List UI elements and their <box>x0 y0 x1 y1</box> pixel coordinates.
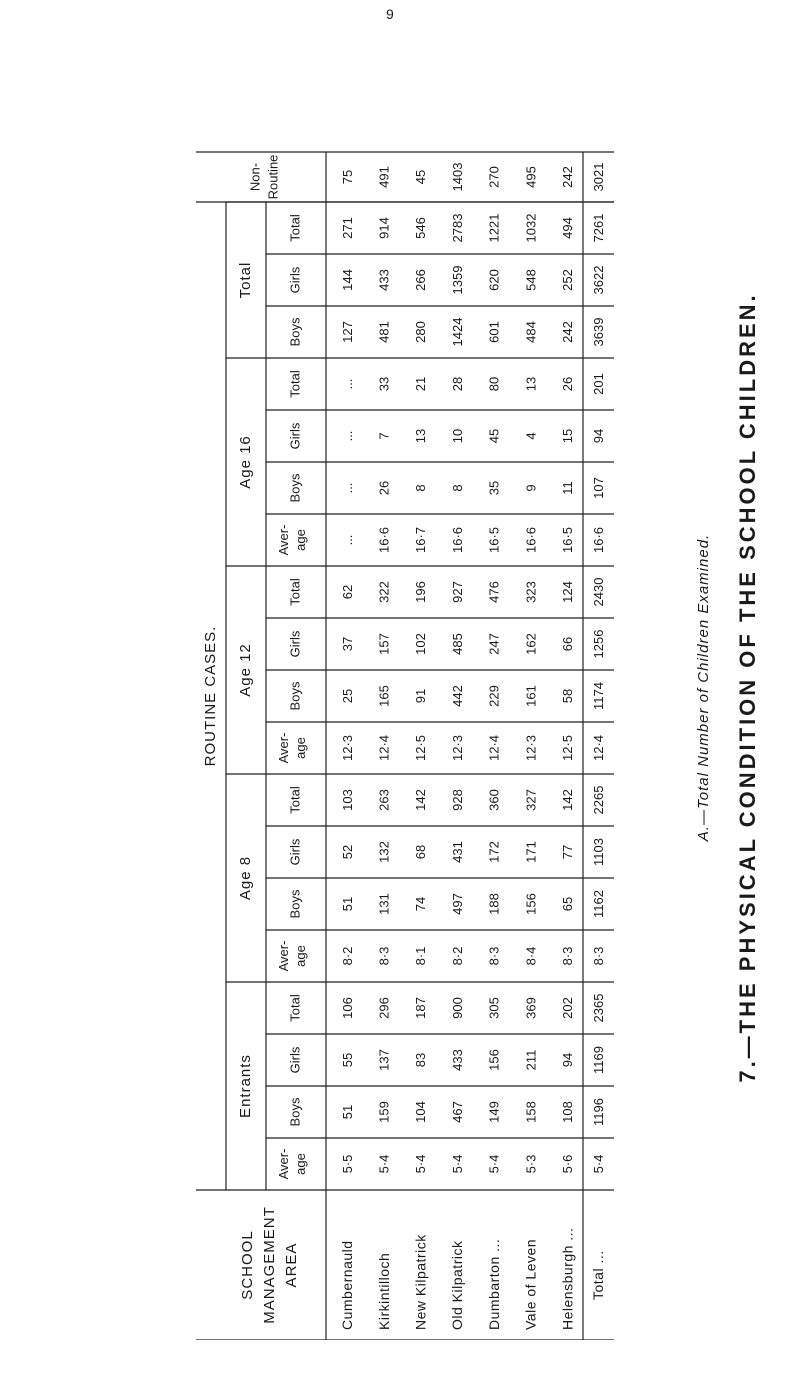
table-cell: 266 <box>413 269 429 291</box>
table-cell: 914 <box>376 217 392 239</box>
table-cell: 927 <box>449 581 465 603</box>
table-cell: 4 <box>523 432 539 440</box>
area-name: Cumbernauld <box>339 1240 356 1330</box>
table-cell: 305 <box>486 997 502 1019</box>
table-cell: 497 <box>449 893 465 915</box>
table-cell: 7 <box>376 432 392 440</box>
table-cell: 8 <box>449 484 465 492</box>
table-cell: 103 <box>339 789 355 811</box>
table-cell: 68 <box>413 844 429 860</box>
nonroutine-header: Non- <box>247 162 263 192</box>
table-cell: 144 <box>339 269 355 291</box>
column-header: Boys <box>287 889 303 919</box>
table-cell: 431 <box>449 841 465 863</box>
table-cell: 62 <box>339 584 355 600</box>
area-name: Old Kilpatrick <box>449 1240 466 1330</box>
row-header-line: SCHOOL <box>238 1230 256 1300</box>
column-header: Total <box>287 994 303 1022</box>
column-header: Girls <box>287 1046 303 1074</box>
column-header: Boys <box>287 473 303 503</box>
table-cell: 433 <box>449 1049 465 1071</box>
table-cell: 11 <box>560 481 576 495</box>
table-cell: 74 <box>413 896 429 912</box>
column-header: Total <box>287 214 303 242</box>
table-cell: 323 <box>523 581 539 603</box>
area-name: Helensburgh ... <box>559 1227 576 1330</box>
table-cell: 106 <box>339 997 355 1019</box>
table-cell: 149 <box>486 1101 502 1123</box>
table-cell: 91 <box>413 688 429 704</box>
page-title: 7.—THE PHYSICAL CONDITION OF THE SCHOOL CHILDREN. <box>735 292 760 1083</box>
total-cell: 2365 <box>590 993 606 1023</box>
column-header: Boys <box>287 1097 303 1127</box>
table-cell: 296 <box>376 997 392 1019</box>
table-cell: 8·2 <box>449 946 465 966</box>
table-cell: 442 <box>449 685 465 707</box>
table-cell: 247 <box>486 633 502 655</box>
column-header: Aver- age <box>276 524 308 556</box>
column-header: Aver- age <box>276 940 308 972</box>
table-cell: 12·4 <box>486 734 502 762</box>
table-cell: 142 <box>560 789 576 811</box>
column-header: Aver- age <box>276 1148 308 1180</box>
examination-table <box>196 60 614 1340</box>
column-header: Girls <box>287 266 303 294</box>
area-name: Dumbarton ... <box>485 1238 502 1330</box>
table-cell: 171 <box>523 841 539 863</box>
table-cell: 37 <box>339 636 355 652</box>
table-cell: 271 <box>339 217 355 239</box>
table-cell: 322 <box>376 581 392 603</box>
table-cell: 187 <box>413 997 429 1019</box>
routine-cases-header: ROUTINE CASES. <box>201 625 219 767</box>
group-label: Age 8 <box>236 855 254 901</box>
table-cell: ... <box>339 430 355 442</box>
column-header: Boys <box>287 317 303 347</box>
table-cell: ... <box>339 378 355 390</box>
table-cell: 52 <box>339 844 355 860</box>
table-cell: 8·4 <box>523 946 539 966</box>
group-label: Entrants <box>236 1054 254 1118</box>
table-cell: 13 <box>523 376 539 392</box>
total-cell: 1256 <box>590 629 606 659</box>
table-cell: 8 <box>413 484 429 492</box>
table-cell: 495 <box>523 166 539 188</box>
table-cell: 8·1 <box>413 946 429 966</box>
table-cell: 94 <box>560 1052 576 1068</box>
table-cell: 26 <box>560 376 576 392</box>
table-cell: 157 <box>376 633 392 655</box>
total-cell: 3021 <box>590 162 606 192</box>
table-cell: 188 <box>486 893 502 915</box>
total-cell: 1103 <box>590 838 606 866</box>
area-name: New Kilpatrick <box>412 1234 429 1330</box>
table-cell: 1424 <box>449 317 465 347</box>
total-cell: 1174 <box>590 682 606 710</box>
nonroutine-header: Routine <box>265 154 281 200</box>
table-cell: 5·4 <box>486 1154 502 1174</box>
total-cell: 1162 <box>590 890 606 918</box>
table-cell: 127 <box>339 321 355 343</box>
total-cell: 1169 <box>590 1046 606 1074</box>
table-cell: 13 <box>413 428 429 444</box>
table-cell: 10 <box>449 428 465 444</box>
table-cell: 158 <box>523 1101 539 1123</box>
table-cell: 5·4 <box>449 1154 465 1174</box>
table-cell: 33 <box>376 376 392 392</box>
table-cell: 16·5 <box>486 526 502 554</box>
table-cell: 620 <box>486 269 502 291</box>
area-name: Kirkintilloch <box>375 1252 392 1330</box>
table-cell: 546 <box>413 217 429 239</box>
table-cell: 104 <box>413 1101 429 1123</box>
table-cell: 165 <box>376 685 392 707</box>
table-cell: 494 <box>560 217 576 239</box>
table-cell: 242 <box>560 321 576 343</box>
table-cell: 142 <box>413 789 429 811</box>
table-cell: 55 <box>339 1052 355 1068</box>
table-cell: 161 <box>523 685 539 707</box>
total-cell: 3622 <box>590 265 606 295</box>
table-cell: 484 <box>523 321 539 343</box>
total-cell: 5·4 <box>590 1154 606 1174</box>
total-cell: 2265 <box>590 785 606 815</box>
table-cell: 900 <box>449 997 465 1019</box>
table-cell: 5·6 <box>560 1154 576 1174</box>
table-cell: 196 <box>413 581 429 603</box>
column-header: Aver- age <box>276 732 308 764</box>
table-cell: 80 <box>486 376 502 392</box>
group-label: Age 16 <box>236 435 254 489</box>
table-cell: 360 <box>486 789 502 811</box>
total-cell: 12·4 <box>590 734 606 762</box>
total-cell: 3639 <box>590 317 606 347</box>
table-cell: 8·2 <box>339 946 355 966</box>
table-cell: 26 <box>376 480 392 496</box>
table-cell: 15 <box>560 428 576 444</box>
table-cell: 1032 <box>523 213 539 243</box>
table-cell: 35 <box>486 480 502 496</box>
page-number: 9 <box>386 6 394 22</box>
table-cell: 124 <box>560 581 576 603</box>
table-cell: 548 <box>523 269 539 291</box>
row-header-line: MANAGEMENT <box>260 1206 278 1324</box>
table-cell: 601 <box>486 321 502 343</box>
row-header-line: AREA <box>282 1242 300 1288</box>
column-header: Girls <box>287 422 303 450</box>
table-cell: 12·3 <box>339 734 355 762</box>
table-cell: 12·5 <box>560 734 576 762</box>
table-cell: 66 <box>560 636 576 652</box>
table-cell: 229 <box>486 685 502 707</box>
table-cell: 25 <box>339 688 355 704</box>
table-cell: 5·4 <box>376 1154 392 1174</box>
total-cell: 7261 <box>590 213 606 243</box>
table-cell: ... <box>339 534 355 546</box>
page-subtitle: A.—Total Number of Children Examined. <box>695 533 712 842</box>
table-cell: 21 <box>413 376 429 392</box>
table-cell: 928 <box>449 789 465 811</box>
table-cell: 12·3 <box>449 734 465 762</box>
table-cell: 476 <box>486 581 502 603</box>
table-cell: 202 <box>560 997 576 1019</box>
column-header: Boys <box>287 681 303 711</box>
table-cell: 172 <box>486 841 502 863</box>
table-cell: 137 <box>376 1049 392 1071</box>
table-cell: 1403 <box>449 162 465 192</box>
total-cell: 201 <box>590 373 606 395</box>
total-cell: 8·3 <box>590 946 606 966</box>
table-cell: 16·6 <box>376 526 392 554</box>
column-header: Girls <box>287 630 303 658</box>
table-cell: 5·4 <box>413 1154 429 1174</box>
table-cell: 156 <box>523 893 539 915</box>
table-cell: 2783 <box>449 213 465 243</box>
table-cell: 369 <box>523 997 539 1019</box>
table-cell: 242 <box>560 166 576 188</box>
table-cell: 481 <box>376 321 392 343</box>
table-cell: 467 <box>449 1101 465 1123</box>
table-cell: 12·3 <box>523 734 539 762</box>
table-cell: 270 <box>486 166 502 188</box>
table-cell: 485 <box>449 633 465 655</box>
total-cell: 94 <box>590 428 606 444</box>
table-cell: 1359 <box>449 265 465 295</box>
total-label: Total ... <box>590 1250 607 1300</box>
table-cell: 12·5 <box>413 734 429 762</box>
table-cell: 16·6 <box>523 526 539 554</box>
table-cell: 45 <box>486 428 502 444</box>
column-header: Total <box>287 786 303 814</box>
table-cell: 132 <box>376 841 392 863</box>
table-cell: 1221 <box>486 213 502 243</box>
column-header: Girls <box>287 838 303 866</box>
table-cell: 65 <box>560 896 576 912</box>
table-cell: 211 <box>523 1049 539 1071</box>
table-cell: 102 <box>413 633 429 655</box>
area-name: Vale of Leven <box>522 1238 539 1330</box>
table-cell: 108 <box>560 1101 576 1123</box>
table-cell: 77 <box>560 844 576 860</box>
table-cell: 252 <box>560 269 576 291</box>
table-cell: 8·3 <box>560 946 576 966</box>
table-cell: 162 <box>523 633 539 655</box>
table-cell: ... <box>339 482 355 494</box>
table-cell: 51 <box>339 1104 355 1120</box>
table-cell: 75 <box>339 169 355 185</box>
table-cell: 280 <box>413 321 429 343</box>
total-cell: 2430 <box>590 577 606 607</box>
table-cell: 5·3 <box>523 1154 539 1174</box>
table-cell: 156 <box>486 1049 502 1071</box>
table-cell: 45 <box>413 169 429 185</box>
table-cell: 263 <box>376 789 392 811</box>
total-cell: 1196 <box>590 1098 606 1126</box>
table-cell: 51 <box>339 896 355 912</box>
total-cell: 107 <box>590 477 606 499</box>
table-cell: 58 <box>560 688 576 704</box>
table-cell: 8·3 <box>376 946 392 966</box>
table-cell: 16·6 <box>449 526 465 554</box>
table-cell: 159 <box>376 1101 392 1123</box>
group-label: Age 12 <box>236 643 254 697</box>
total-cell: 16·6 <box>590 526 606 554</box>
column-header: Total <box>287 370 303 398</box>
table-cell: 9 <box>523 484 539 492</box>
table-cell: 491 <box>376 166 392 188</box>
table-cell: 12·4 <box>376 734 392 762</box>
table-cell: 433 <box>376 269 392 291</box>
table-cell: 83 <box>413 1052 429 1068</box>
column-header: Total <box>287 578 303 606</box>
table-cell: 327 <box>523 789 539 811</box>
group-label: Total <box>236 261 254 299</box>
table-cell: 16·7 <box>413 526 429 554</box>
table-cell: 8·3 <box>486 946 502 966</box>
table-cell: 131 <box>376 893 392 915</box>
table-cell: 28 <box>449 376 465 392</box>
table-cell: 16·5 <box>560 526 576 554</box>
table-cell: 5·5 <box>339 1154 355 1174</box>
